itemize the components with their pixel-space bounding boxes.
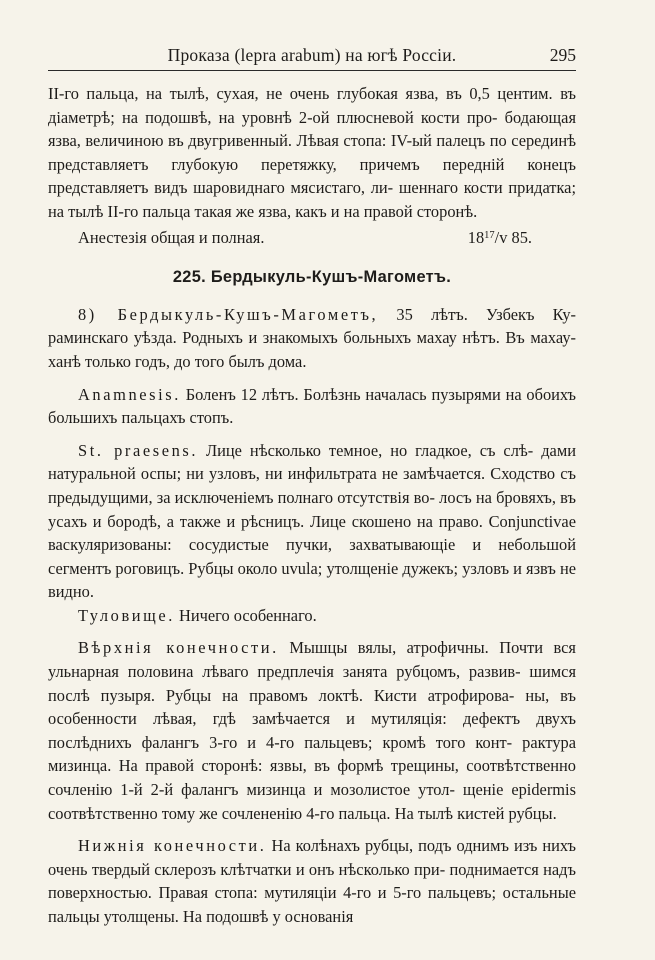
trunk-paragraph bbox=[48, 604, 576, 628]
text-line: щеніе epidermis соотвѣтственно тому же сочлененію 4-го пальца. bbox=[48, 780, 576, 823]
text-line: Боленъ 12 лѣтъ. Болѣзнь началась пузырями bbox=[180, 384, 501, 404]
date-day: 17 bbox=[484, 229, 495, 241]
date-year: 18 bbox=[467, 227, 485, 247]
intro-paragraph bbox=[48, 303, 576, 374]
status-paragraph bbox=[48, 439, 576, 604]
text-line: Мышцы вялы, атрофичны. Почти bbox=[278, 638, 544, 658]
text-line: раминскаго уѣзда. Родныхъ и знакомыхъ больныхъ махау нѣтъ. Въ bbox=[48, 328, 525, 348]
section-lead: Нижнія конечности. bbox=[78, 836, 267, 856]
text-line: дами натуральной оспы; ни узловъ, ни инфильтрата не замѣчается. bbox=[48, 440, 576, 484]
text-line: захватывающіе и небольшой сегментъ роговицъ. Рубцы около uvula; bbox=[48, 535, 576, 578]
date-month-year: /v 85. bbox=[494, 227, 532, 247]
text-line: изъ нихъ очень твердый склерозъ клѣтчатки и онъ нѣсколько при- bbox=[48, 836, 576, 879]
text-line: поднимается надъ поверхностью. Правая стопа: мутиляціи 4-го и 5-го bbox=[48, 859, 576, 903]
text-line: лосъ на бровяхъ, въ усахъ и бородѣ, а также и рѣсницъ. Лице bbox=[48, 487, 576, 531]
anesthesia-line bbox=[48, 224, 576, 250]
text-line: На колѣнахъ рубцы, подъ однимъ bbox=[266, 836, 509, 856]
text-line: передній конецъ представляетъ видъ шаровиднаго мясистаго, ли- bbox=[48, 154, 576, 198]
page-number: 295 bbox=[549, 45, 576, 65]
patient-name: 8) Бердыкуль-Кушъ-Магометъ, bbox=[78, 304, 379, 324]
running-title: Проказа (lepra arabum) на югѣ Россіи. bbox=[167, 45, 457, 65]
section-lead: Anamnesis. bbox=[78, 384, 181, 404]
running-header bbox=[48, 40, 576, 71]
text-line: вся ульнарная половина лѣваго предплечія занята рубцомъ, развив- bbox=[48, 638, 576, 682]
text-line: На тылѣ кистей рубцы. bbox=[394, 803, 557, 823]
text-line: шимся послѣ пузыря. Рубцы на правомъ локтѣ. Кисти атрофирова- bbox=[48, 662, 576, 705]
text-line: утолщеніе дужекъ; узловъ и язвъ не видно. bbox=[48, 558, 576, 602]
text-line: соотвѣтственно сочленію 1-й 2-й фалангъ мизинца и мозолистое утол- bbox=[48, 756, 576, 800]
text-line: рактура мизинца. На правой сторонѣ: язвы, въ формѣ трещины, bbox=[48, 732, 576, 776]
text-line: Сходство съ предыдущими, за исключеніемъ полнаго отсутствія во- bbox=[48, 464, 576, 507]
section-lead: Туловище. bbox=[78, 605, 175, 625]
text-line: шеннаго кости придатка; на тылѣ II-го пальца такая же язва, bbox=[48, 178, 576, 221]
text-line: ны, въ особенности лѣвая, гдѣ замѣчается и мутиляція: дефектъ bbox=[48, 685, 576, 729]
text-line: въ діаметрѣ; на подошвѣ, на уровнѣ 2-ой плюсневой кости про- bbox=[48, 84, 576, 127]
upper-limbs-paragraph bbox=[48, 636, 576, 825]
anesthesia-note: Анестезія общая и полная. bbox=[78, 227, 265, 247]
page-body bbox=[48, 82, 576, 929]
section-lead: St. praesens. bbox=[78, 440, 199, 460]
text-line: какъ и на правой сторонѣ. bbox=[295, 201, 478, 221]
section-lead: Вѣрхнія конечности. bbox=[78, 638, 279, 658]
text-line: Ничего особеннаго. bbox=[174, 605, 317, 625]
text-line: II-го пальца, на тылѣ, сухая, не очень глубокая язва, въ 0,5 центим. bbox=[48, 84, 553, 103]
text-line: на обоихъ большихъ пальцахъ стопъ. bbox=[48, 384, 576, 428]
lower-limbs-paragraph bbox=[48, 834, 576, 928]
text-line: палецъ по серединѣ представляетъ глубокую перетяжку, причемъ bbox=[48, 131, 577, 174]
text-line: махау-ханѣ только годъ, до того былъ дома. bbox=[48, 328, 576, 371]
text-line: двухъ послѣднихъ фалангъ 3-го и 4-го пальцевъ; кромѣ того конт- bbox=[48, 709, 576, 752]
text-line: Лице нѣсколько темное, но гладкое, съ слѣ- bbox=[198, 440, 534, 460]
case-heading: 225. Бердыкуль-Кушъ-Магометъ. bbox=[172, 268, 452, 287]
case-224-continuation bbox=[48, 82, 576, 224]
text-line: скошено на право. Conjunctivae васкуляризованы: сосудистые пучки, bbox=[48, 511, 576, 555]
text-line: пальцевъ; остальные пальцы утолщены. На подошвѣ у основанія bbox=[48, 883, 576, 926]
text-line: бодающая язва, величиною въ двугривенный. Лѣвая стопа: IV-ый bbox=[48, 107, 576, 151]
text-line: 35 лѣтъ. Узбекъ Ку- bbox=[378, 304, 576, 324]
anamnesis-paragraph bbox=[48, 383, 576, 430]
examination-date bbox=[468, 224, 532, 250]
